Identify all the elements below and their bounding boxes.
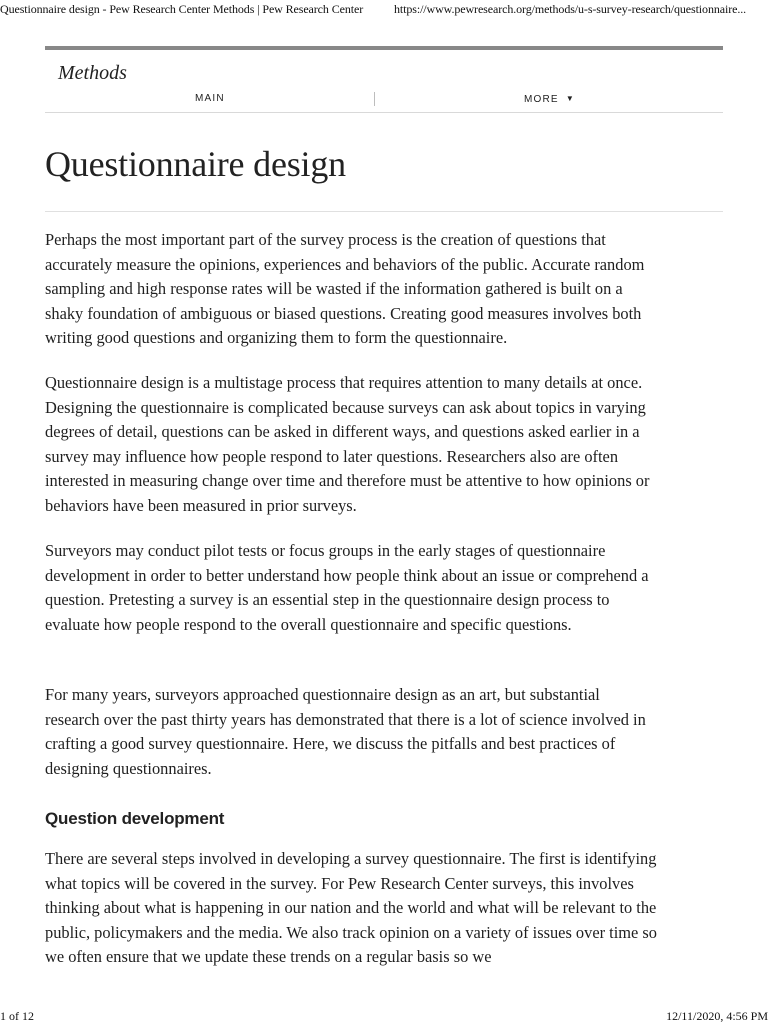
nav-divider [374,92,375,106]
caret-down-icon: ▼ [565,94,574,103]
article-paragraph: For many years, surveyors approached questionnaire design as an art, but substantial research over the past thirty years has demonstrated that there is a lot of science involved in crafting a good survey questionnaire. Here, we discuss the pitfalls and best practices of designing questionnaires. [45,685,646,778]
section-heading: Question development [45,809,225,828]
title-divider [45,211,723,212]
nav-item-main[interactable]: MAIN [195,93,225,104]
article-paragraph: Questionnaire design is a multistage process that requires attention to many details at once. Designing the questionnaire is complicated because surveys can ask about topics in varying degrees of detail, questions can be asked in different ways, and questions asked earlier in a survey may influence how people respond to later questions. Researchers also are often interested in measuring change over time and therefore must be attentive to how opinions or behaviors have been measured in prior surveys. [45,373,650,515]
section-name[interactable]: Methods [58,62,127,84]
nav-item-more[interactable] [524,90,574,108]
print-header-title: Questionnaire design - Pew Research Center Methods | Pew Research Center [0,2,364,16]
article-paragraph: Perhaps the most important part of the survey process is the creation of questions that accurately measure the opinions, experiences and behaviors of the public. Accurate random sampling and high response rates will be wasted if the information gathered is built on a shaky foundation of ambiguous or biased questions. Creating good measures involves both writing good questions and organizing them to form the questionnaire. [45,230,645,348]
page-indicator: 1 of 12 [0,1009,34,1023]
article-paragraph: Surveyors may conduct pilot tests or focus groups in the early stages of questionnaire development in order to better understand how people think about an issue or comprehend a question. Pretesting a survey is an essential step in the questionnaire design process to evaluate how people respond to the overall questionnaire and specific questions. [45,541,649,634]
article-paragraph: There are several steps involved in developing a survey questionnaire. The first is identifying what topics will be covered in the survey. For Pew Research Center surveys, this involves thinking about what is happening in our nation and the world and what will be relevant to the public, policymakers and the media. We also track opinion on a variety of issues over time so we often ensure that we update these trends on a regular basis so we [45,849,657,967]
print-header [0,0,768,20]
section-nav [45,90,723,112]
nav-item-more-label: MORE [524,94,559,105]
print-footer [0,1008,768,1024]
page-title: Questionnaire design [45,144,346,184]
print-timestamp: 12/11/2020, 4:56 PM [666,1009,768,1023]
nav-divider-rule [45,112,723,113]
print-header-url: https://www.pewresearch.org/methods/u-s-survey-research/questionnaire... [394,2,747,16]
top-accent-bar [45,46,723,50]
